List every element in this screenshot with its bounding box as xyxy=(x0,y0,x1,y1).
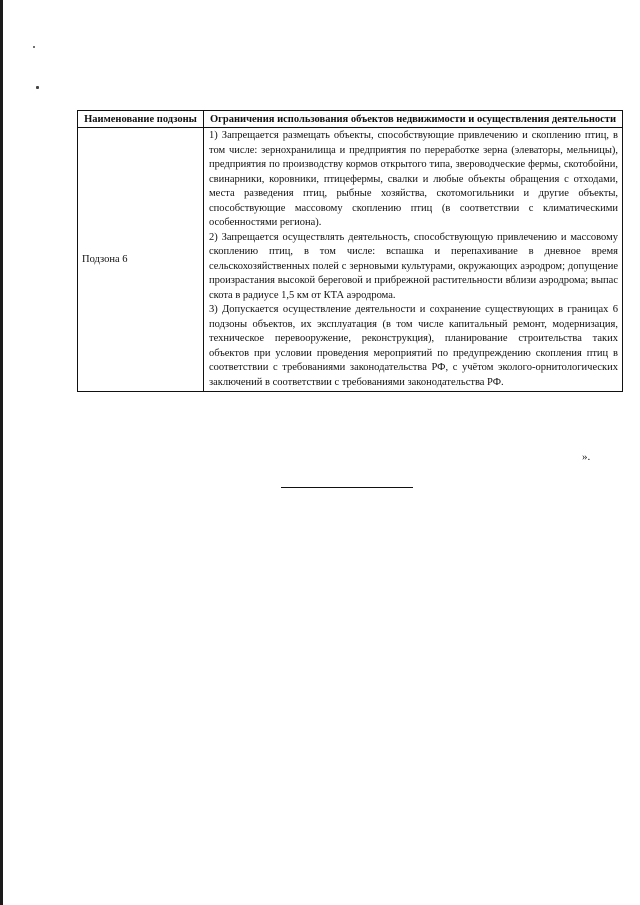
scan-left-edge xyxy=(0,0,3,905)
header-zone-name: Наименование подзоны xyxy=(78,111,204,128)
restriction-item-3: 3) Допускается осуществление деятельности и сохранение существующих в границах 6 подзоны объектов, их эксплуатация (в том числе капитальный ремонт, модернизация, техническое перевооружение, реконструкция), планирование строительства таких объектов при условии проведения мероприятий по предупреждению скопления птиц в соответствии с требованиями законодательства РФ, с учётом эколого-орнитологических заключений в соответствии с требованиями законодательства РФ. xyxy=(209,304,618,388)
zone-name-cell: Подзона 6 xyxy=(78,128,204,392)
end-separator-line xyxy=(281,487,413,488)
restriction-item-2: 2) Запрещается осуществлять деятельность, способствующую привлечению и массовому скоплению птиц, в том числе: вспашка и перепахивание в дневное время сельскохозяйственных полей с зерновыми культурами, окружающих аэродром; допущение произрастания высокой береговой и прибрежной растительности вблизи аэродрома; выпас скота в радиусе 1,5 км от КТА аэродрома. xyxy=(209,231,618,301)
scan-speck xyxy=(36,86,39,89)
restrictions-table xyxy=(77,110,623,392)
scan-speck xyxy=(33,46,35,48)
table-header-row xyxy=(78,111,623,128)
table-row xyxy=(78,128,623,392)
closing-quote-mark: ». xyxy=(582,451,591,463)
restrictions-cell xyxy=(204,128,623,392)
header-restrictions: Ограничения использования объектов недвижимости и осуществления деятельности xyxy=(204,111,623,128)
restriction-item-1: 1) Запрещается размещать объекты, способствующие привлечению и скоплению птиц, в том числе: зернохранилища и предприятия по переработке зерна (элеваторы, мельницы), предприятия по производству кормов открытого типа, звероводческие фермы, скотобойни, свинарники, коровники, птицефермы, свалки и любые объекты обращения с отходами, места разведения птиц, рыбные хозяйства, скотомогильники и другие объекты, способствующие массовому скоплению птиц (в соответствии с климатическими особенностями региона). xyxy=(209,130,618,228)
